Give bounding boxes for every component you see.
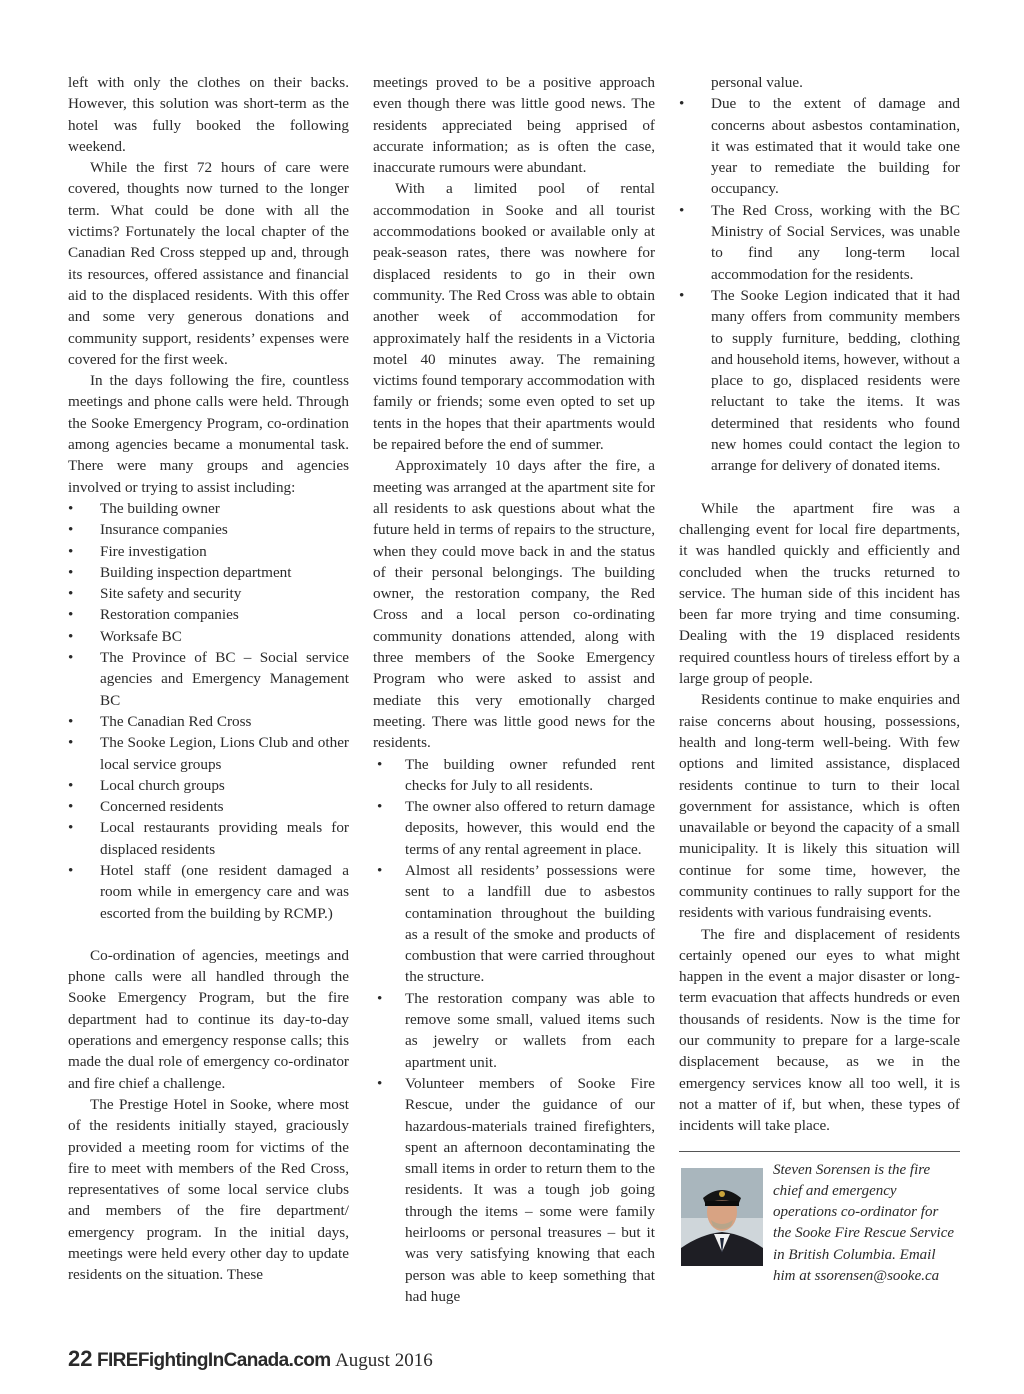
list-item: • Almost all residents’ possessions were sent to a landfill due to asbestos contamination throughout the building as a result of the smoke and products of combustion that were carried throughout the structure.: [373, 860, 655, 988]
list-item: • Volunteer members of Sooke Fire Rescue, under the guidance of our hazardous-materials trained firefighters, spent an afternoon decontaminating the small items in order to return them to the residents. It was a tough job going through the items – some were family heirlooms or personal treasures – but it was very satisfying knowing that each person was able to keep something that had huge: [373, 1073, 655, 1307]
list-item: • The Sooke Legion, Lions Club and other local service groups: [68, 732, 349, 775]
paragraph: With a limited pool of rental accommodation in Sooke and all tourist accommodations booked or available only at peak-season rates, there was nowhere for displaced residents to go in their own community. The Red Cross was able to obtain another week of accommodation for approximately half the residents in a Victoria motel 40 minutes away. The remaining victims found temporary accommodation with family or friends; some even opted to set up tents in the hopes that their apartments would be repaired before the end of summer.: [373, 180, 655, 454]
paragraph: Co-ordination of agencies, meetings and phone calls were all handled through the Sooke Emergency Program, but the fire department had to continue its day-to-day operations and emergency response calls; this made the dual role of emergency co-ordinator and fire chief a challenge.: [68, 946, 349, 1092]
list-item: • Restoration companies: [68, 604, 349, 625]
author-bio: Steven Sorensen is the fire chief and emergency operations co-ordinator for the Sooke Fire Rescue Service in British Columbia. Email him at ssorensen@sooke.ca: [773, 1161, 955, 1285]
list-item: • Worksafe BC: [68, 626, 349, 647]
author-bio-box: [679, 1151, 960, 1288]
article-column-1: [68, 72, 349, 1286]
list-item: • Site safety and security: [68, 583, 349, 604]
article-column-2: [373, 72, 655, 1307]
list-item: • The Sooke Legion indicated that it had many offers from community members to supply furniture, bedding, clothing and household items, however, without a place to go, displaced residents were reluctant to take the items. It was determined that residents who found new homes could contact the legion to arrange for delivery of donated items.: [679, 285, 960, 477]
author-photo: [681, 1168, 763, 1266]
paragraph: meetings proved to be a positive approach even though there was little good news. The residents appreciated being apprised of accurate information; as is often the case, inaccurate rumours were abundant.: [373, 74, 655, 177]
list-item: • The Red Cross, working with the BC Ministry of Social Services, was unable to find any long-term local accommodation for the residents.: [679, 200, 960, 285]
list-item: • The Province of BC – Social service agencies and Emergency Management BC: [68, 647, 349, 711]
paragraph: In the days following the fire, countless meetings and phone calls were held. Through the Sooke Emergency Program, co-ordination among agencies became a monumental task. There were many groups and agencies involved or trying to assist including:: [68, 372, 349, 496]
list-item: • The restoration company was able to remove some small, valued items such as jewelry or wallets from each apartment unit.: [373, 988, 655, 1073]
list-item: • The owner also offered to return damage deposits, however, this would end the terms of any rental agreement in place.: [373, 796, 655, 860]
paragraph: Residents continue to make enquiries and raise concerns about housing, possessions, health and long-term well-being. With few options and limited assistance, displaced residents continue to turn to their local government for assistance, which is often unavailable or beyond the capacity of a small municipality. It is likely this situation will continue for some time, however, the community continues to rally support for the residents with various fundraising events.: [679, 691, 960, 922]
agency-list: [68, 498, 349, 924]
paragraph: personal value.: [711, 74, 803, 91]
paragraph: While the apartment fire was a challenging event for local fire departments, it was handled quickly and efficiently and concluded when the trucks returned to service. The human side of this incident has been far more trying and time consuming. Dealing with the 19 displaced residents required countless hours of tireless effort by a large group of people.: [679, 499, 960, 688]
list-item: • Concerned residents: [68, 796, 349, 817]
list-item: • The Canadian Red Cross: [68, 711, 349, 732]
list-item: • Local restaurants providing meals for displaced residents: [68, 817, 349, 860]
issue-date: August 2016: [335, 1350, 433, 1371]
paragraph: The fire and displacement of residents certainly opened our eyes to what might happen in the event a major disaster or long-term evacuation that affects hundreds or even thousands of residents. Now is the time for our community to prepare for a large-scale displacement because, as we in the emergency services know all too well, it is not a matter of if, but when, these types of incidents will take place.: [679, 925, 960, 1135]
paragraph: While the first 72 hours of care were covered, thoughts now turned to the longer term. What could be done with all the victims? Fortunately the local chapter of the Canadian Red Cross stepped up and, through its resources, offered assistance and financial aid to the displaced residents. With this offer and some very generous donations and community support, residents’ expenses were covered for the first week.: [68, 159, 349, 368]
list-item: • Due to the extent of damage and concerns about asbestos contamination, it was estimated that it would take one year to remediate the building for occupancy.: [679, 93, 960, 199]
list-item: • The building owner: [68, 498, 349, 519]
list-item: • Building inspection department: [68, 562, 349, 583]
list-item: • Insurance companies: [68, 519, 349, 540]
meeting-outcomes-list: [373, 754, 655, 1308]
paragraph: The Prestige Hotel in Sooke, where most of the residents initially stayed, graciously provided a meeting room for victims of the fire to meet with members of the Red Cross, representatives of some local service clubs and members of the fire department/ emergency program. In the initial days, meetings were held every other day to update residents on the situation. These: [68, 1095, 349, 1284]
list-item: • Local church groups: [68, 775, 349, 796]
list-item: • Fire investigation: [68, 541, 349, 562]
list-item: • The building owner refunded rent checks for July to all residents.: [373, 754, 655, 797]
article-column-3: [679, 72, 960, 1287]
outcomes-list-continued: [679, 93, 960, 476]
page-number: 22: [68, 1346, 93, 1371]
paragraph: Approximately 10 days after the fire, a meeting was arranged at the apartment site for all residents to ask questions about what the future held in terms of repairs to the structure, when they could move back in and the status of their personal belongings. The building owner, the restoration company, the Red Cross and a local person co-ordinating community donations attended, along with three members of the Sooke Emergency Program who were asked to assist and mediate this very emotionally charged meeting. There was little good news for the residents.: [373, 457, 655, 752]
paragraph: left with only the clothes on their backs. However, this solution was short-term as the hotel was fully booked the following weekend.: [68, 74, 349, 155]
website-link[interactable]: FIREFightingInCanada.com: [96, 1350, 331, 1371]
page-footer: [68, 1346, 433, 1372]
list-item: • Hotel staff (one resident damaged a room while in emergency care and was escorted from the building by RCMP.): [68, 860, 349, 924]
